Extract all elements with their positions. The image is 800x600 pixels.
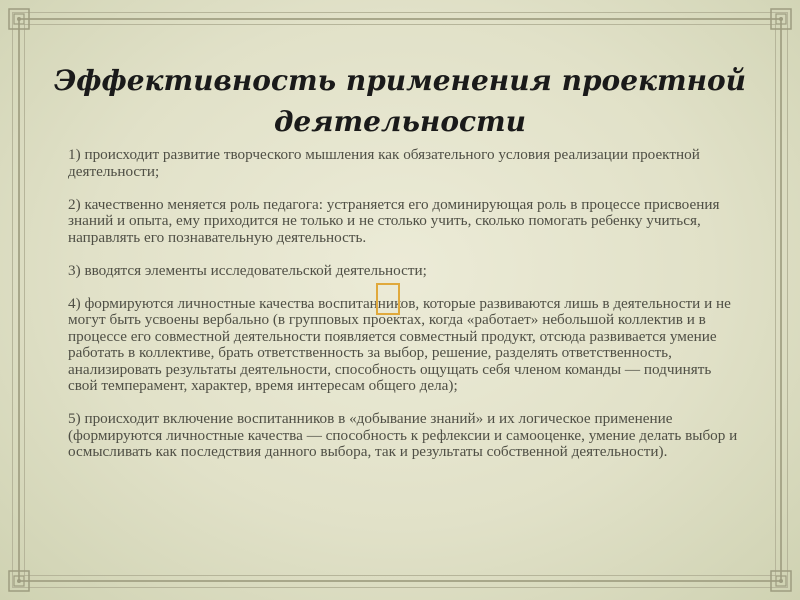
slide-body [68, 147, 740, 477]
missing-glyph-icon [375, 282, 401, 316]
corner-ornament-icon [768, 6, 794, 32]
list-item: 4) формируются личностные качества воспитанников, которые развиваются лишь в деятельности и не могут быть усвоены вербально (в групповых проектах, когда «работает» небольшой коллектив и в процессе его совместной деятельности появляется совместный продукт, отсюда развивается умение работать в коллективе, брать ответственность за выбор, решение, разделять ответственность, анализировать результаты деятельности, способность ощущать себя членом команды — подчинять свой темперамент, характер, время интересам общего дела); [68, 294, 731, 394]
list-item: 3) вводятся элементы исследовательской деятельности; [68, 261, 427, 279]
list-item: 5) происходит включение воспитанников в «добывание знаний» и их логическое применение (формируются личностные качества — способность к рефлексии и самооценке, умение делать выбор и осмысливать как последствия данного выбора, так и результаты собственной деятельности). [68, 410, 738, 460]
list-item: 1) происходит развитие творческого мышления как обязательного условия реализации проектной деятельности; [68, 146, 700, 180]
corner-ornament-icon [768, 568, 794, 594]
slide-title: Эффективность применения проектной деятельности [53, 64, 747, 138]
corner-ornament-icon [6, 568, 32, 594]
corner-ornament-icon [6, 6, 32, 32]
list-item: 2) качественно меняется роль педагога: устраняется его доминирующая роль в процессе присвоения знаний и опыта, ему приходится не только и не столько учить, сколько помогать ребенку учиться, направлять его познавательную деятельность. [68, 195, 720, 246]
